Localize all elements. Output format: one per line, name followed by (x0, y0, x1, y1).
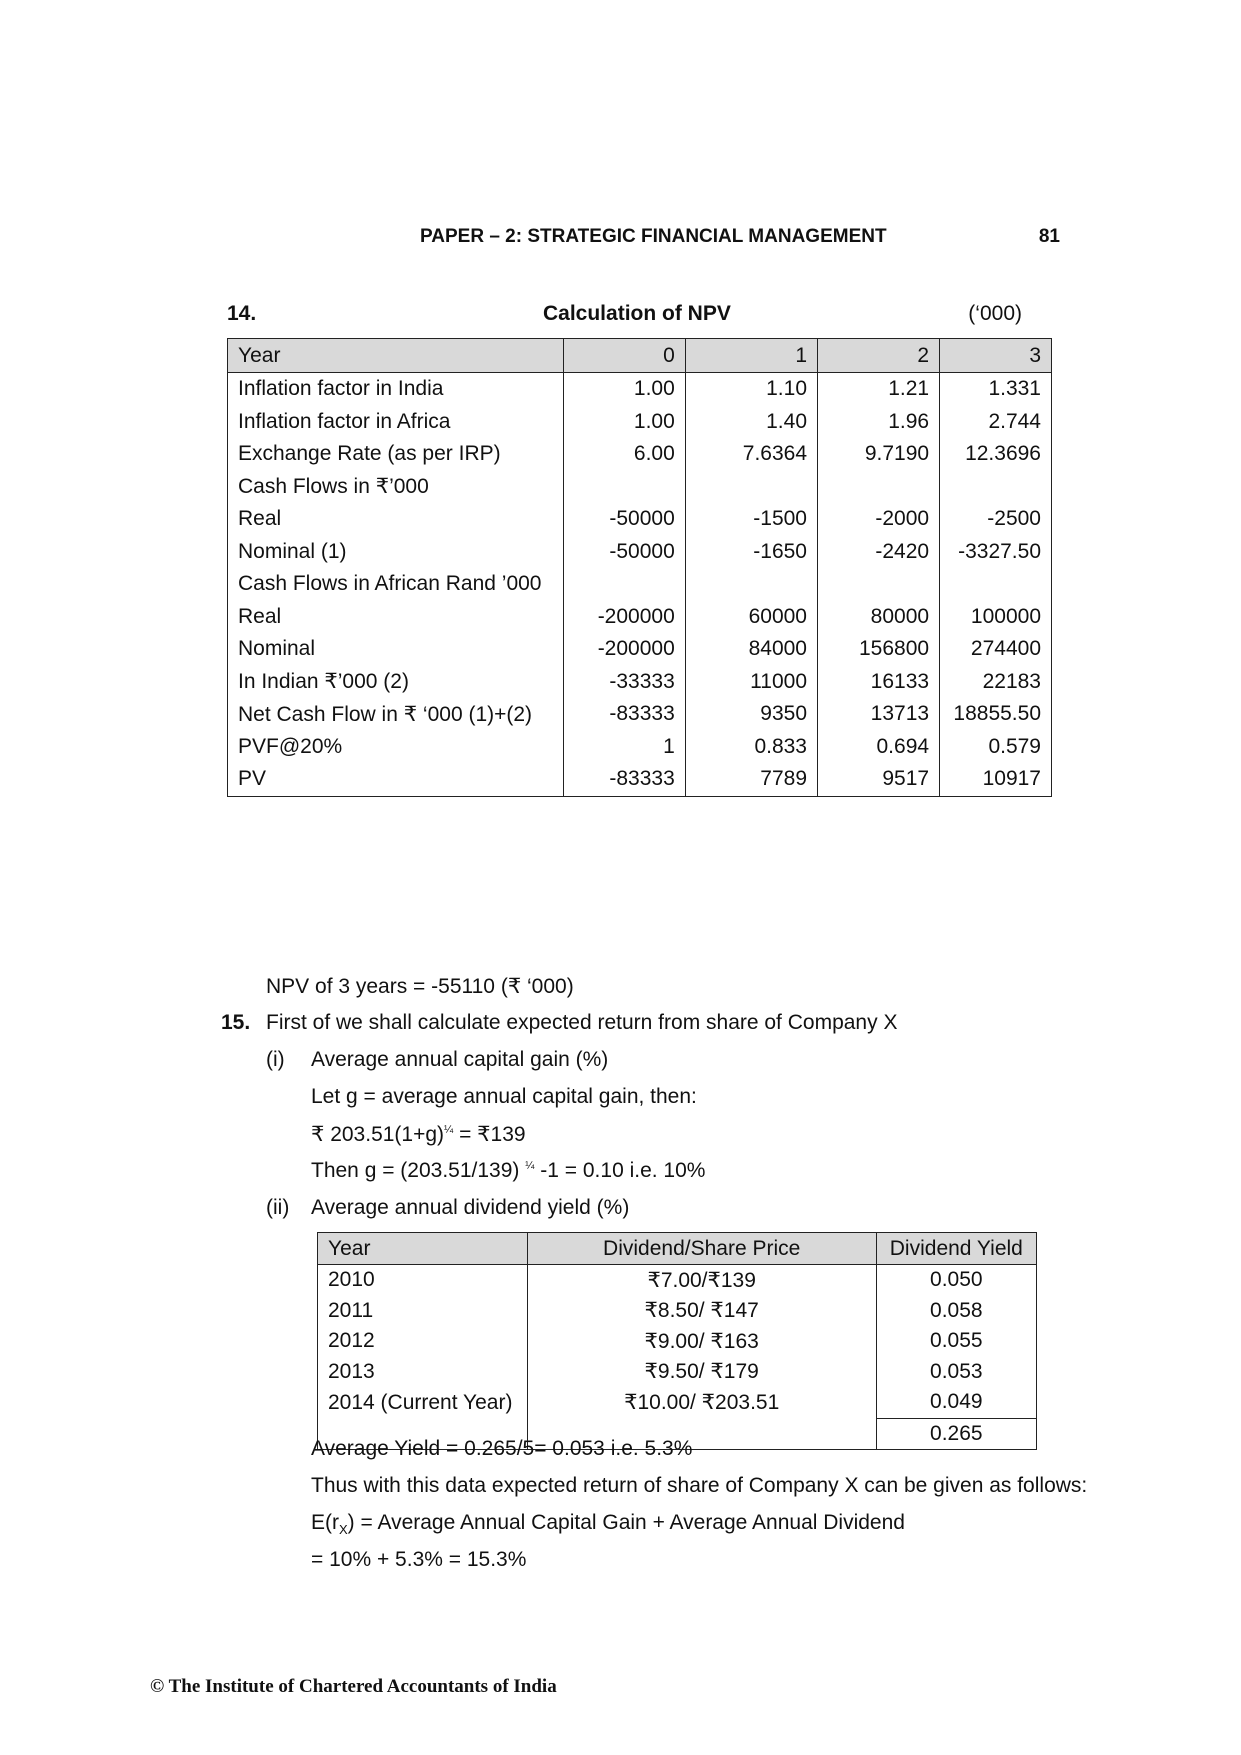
table-cell: 1.21 (818, 373, 940, 406)
table-row (228, 666, 1052, 699)
row-label: Real (228, 503, 564, 536)
table-cell: 274400 (940, 633, 1052, 666)
table-header-row (318, 1233, 1037, 1265)
row-label: Net Cash Flow in ₹ ‘000 (1)+(2) (228, 698, 564, 731)
table-cell: 100000 (940, 601, 1052, 634)
table-cell: 0.055 (876, 1326, 1036, 1357)
year-cell: 2011 (318, 1296, 528, 1327)
header-cell: Year (228, 339, 564, 373)
equation-line: Then g = (203.51/139) $^{\frac{1}{4}}$ -1 = 0.10 i.e. 10% (311, 1159, 706, 1182)
row-label: Cash Flows in African Rand ’000 (228, 568, 564, 601)
table-cell (563, 568, 685, 601)
table-cell: 18855.50 (940, 698, 1052, 731)
table-cell: 22183 (940, 666, 1052, 699)
table-cell: 12.3696 (940, 438, 1052, 471)
table-row (228, 373, 1052, 406)
table-row (228, 438, 1052, 471)
table-cell: -33333 (563, 666, 685, 699)
table-cell: 1.00 (563, 406, 685, 439)
table-cell: 1.331 (940, 373, 1052, 406)
table-cell: 7789 (685, 763, 817, 796)
table-cell: 0.049 (876, 1387, 1036, 1418)
table-row (228, 406, 1052, 439)
row-label: Nominal (228, 633, 564, 666)
table-cell: -2420 (818, 536, 940, 569)
page-number: 81 (1038, 226, 1060, 247)
table-cell (818, 471, 940, 504)
question-number: 15. (221, 1011, 251, 1034)
table-row (318, 1387, 1037, 1418)
table-cell (940, 568, 1052, 601)
text-line: Average Yield = 0.265/5= 0.053 i.e. 5.3% (311, 1437, 693, 1460)
table-cell: 0.579 (940, 731, 1052, 764)
table-cell: -83333 (563, 698, 685, 731)
table-cell (685, 471, 817, 504)
result-line: = 10% + 5.3% = 15.3% (311, 1548, 527, 1571)
part-label: (ii) (266, 1196, 290, 1219)
table-row (318, 1296, 1037, 1327)
table-cell: 1.96 (818, 406, 940, 439)
table-cell: 0.053 (876, 1357, 1036, 1388)
table-cell (685, 568, 817, 601)
header-cell: Dividend Yield (876, 1233, 1036, 1265)
row-label: Exchange Rate (as per IRP) (228, 438, 564, 471)
table-cell: -1650 (685, 536, 817, 569)
table-cell: -1500 (685, 503, 817, 536)
table-row (228, 633, 1052, 666)
table-cell: 0.694 (818, 731, 940, 764)
table-cell: -3327.50 (940, 536, 1052, 569)
table-row (318, 1357, 1037, 1388)
table-cell: 1.00 (563, 373, 685, 406)
table-cell: 6.00 (563, 438, 685, 471)
table-cell: 1.10 (685, 373, 817, 406)
header-cell: 3 (940, 339, 1052, 373)
table-cell: ₹7.00/₹139 (527, 1265, 876, 1296)
table-cell (818, 568, 940, 601)
table-cell: -83333 (563, 763, 685, 796)
row-label: Inflation factor in Africa (228, 406, 564, 439)
table-cell: 9.7190 (818, 438, 940, 471)
header-cell: Dividend/Share Price (527, 1233, 876, 1265)
header-cell: 1 (685, 339, 817, 373)
table-cell: 84000 (685, 633, 817, 666)
table-row (228, 536, 1052, 569)
total-yield-cell: 0.265 (876, 1418, 1036, 1450)
year-cell: 2013 (318, 1357, 528, 1388)
equation-line: ₹ $203.51(1+g)^{\frac{1}{4}}$ = ₹139 (311, 1123, 526, 1146)
table-cell: ₹10.00/ ₹203.51 (527, 1387, 876, 1418)
table-row (228, 731, 1052, 764)
table-cell: -2000 (818, 503, 940, 536)
table-unit: (‘000) (968, 302, 1022, 325)
part-label: (i) (266, 1048, 285, 1071)
table-cell: 16133 (818, 666, 940, 699)
paper-title: PAPER – 2: STRATEGIC FINANCIAL MANAGEMENT (420, 226, 887, 247)
table-cell: ₹9.00/ ₹163 (527, 1326, 876, 1357)
table-cell: 11000 (685, 666, 817, 699)
header-cell: 0 (563, 339, 685, 373)
row-label: Cash Flows in ₹’000 (228, 471, 564, 504)
footer-copyright: © The Institute of Chartered Accountants of India (150, 1676, 557, 1697)
table-row (318, 1326, 1037, 1357)
text-line: Let g = average annual capital gain, then: (311, 1085, 697, 1108)
text-line: Thus with this data expected return of share of Company X can be given as follows: (311, 1474, 1088, 1497)
table-cell: 0.050 (876, 1265, 1036, 1296)
table-cell: -50000 (563, 536, 685, 569)
row-label: Inflation factor in India (228, 373, 564, 406)
table-row (228, 568, 1052, 601)
header-cell: Year (318, 1233, 528, 1265)
part-heading: Average annual capital gain (%) (311, 1048, 609, 1071)
question-intro: First of we shall calculate expected return from share of Company X (266, 1011, 898, 1034)
table-cell: 0.058 (876, 1296, 1036, 1327)
table-row (228, 503, 1052, 536)
npv-result: NPV of 3 years = -55110 (₹ ‘000) (266, 975, 574, 998)
formula-line: $E(r_X)$ = Average Annual Capital Gain + Average Annual Dividend (311, 1511, 905, 1538)
table-cell: -200000 (563, 633, 685, 666)
table-cell (563, 471, 685, 504)
table-cell: 10917 (940, 763, 1052, 796)
year-cell: 2014 (Current Year) (318, 1387, 528, 1418)
table-cell: 1 (563, 731, 685, 764)
table-cell: ₹9.50/ ₹179 (527, 1357, 876, 1388)
table-cell: 9517 (818, 763, 940, 796)
part-heading: Average annual dividend yield (%) (311, 1196, 630, 1219)
table-cell (940, 471, 1052, 504)
row-label: PV (228, 763, 564, 796)
table-row (228, 698, 1052, 731)
row-label: In Indian ₹’000 (2) (228, 666, 564, 699)
row-label: Real (228, 601, 564, 634)
row-label: PVF@20% (228, 731, 564, 764)
table-cell: 9350 (685, 698, 817, 731)
table-header-row (228, 339, 1052, 373)
table-cell: -50000 (563, 503, 685, 536)
table-cell: 1.40 (685, 406, 817, 439)
year-cell: 2012 (318, 1326, 528, 1357)
table-row (228, 601, 1052, 634)
table-title: Calculation of NPV (543, 302, 731, 325)
table-cell: ₹8.50/ ₹147 (527, 1296, 876, 1327)
dividend-yield-table (317, 1232, 1037, 1450)
table-cell: 2.744 (940, 406, 1052, 439)
table-row (228, 763, 1052, 796)
question-number: 14. (227, 302, 257, 325)
table-cell: -200000 (563, 601, 685, 634)
table-row (228, 471, 1052, 504)
row-label: Nominal (1) (228, 536, 564, 569)
table-cell: -2500 (940, 503, 1052, 536)
table-cell: 80000 (818, 601, 940, 634)
header-cell: 2 (818, 339, 940, 373)
table-cell: 60000 (685, 601, 817, 634)
npv-table (227, 338, 1052, 797)
table-cell: 7.6364 (685, 438, 817, 471)
table-cell: 0.833 (685, 731, 817, 764)
table-row (318, 1265, 1037, 1296)
year-cell: 2010 (318, 1265, 528, 1296)
table-cell: 13713 (818, 698, 940, 731)
table-cell: 156800 (818, 633, 940, 666)
